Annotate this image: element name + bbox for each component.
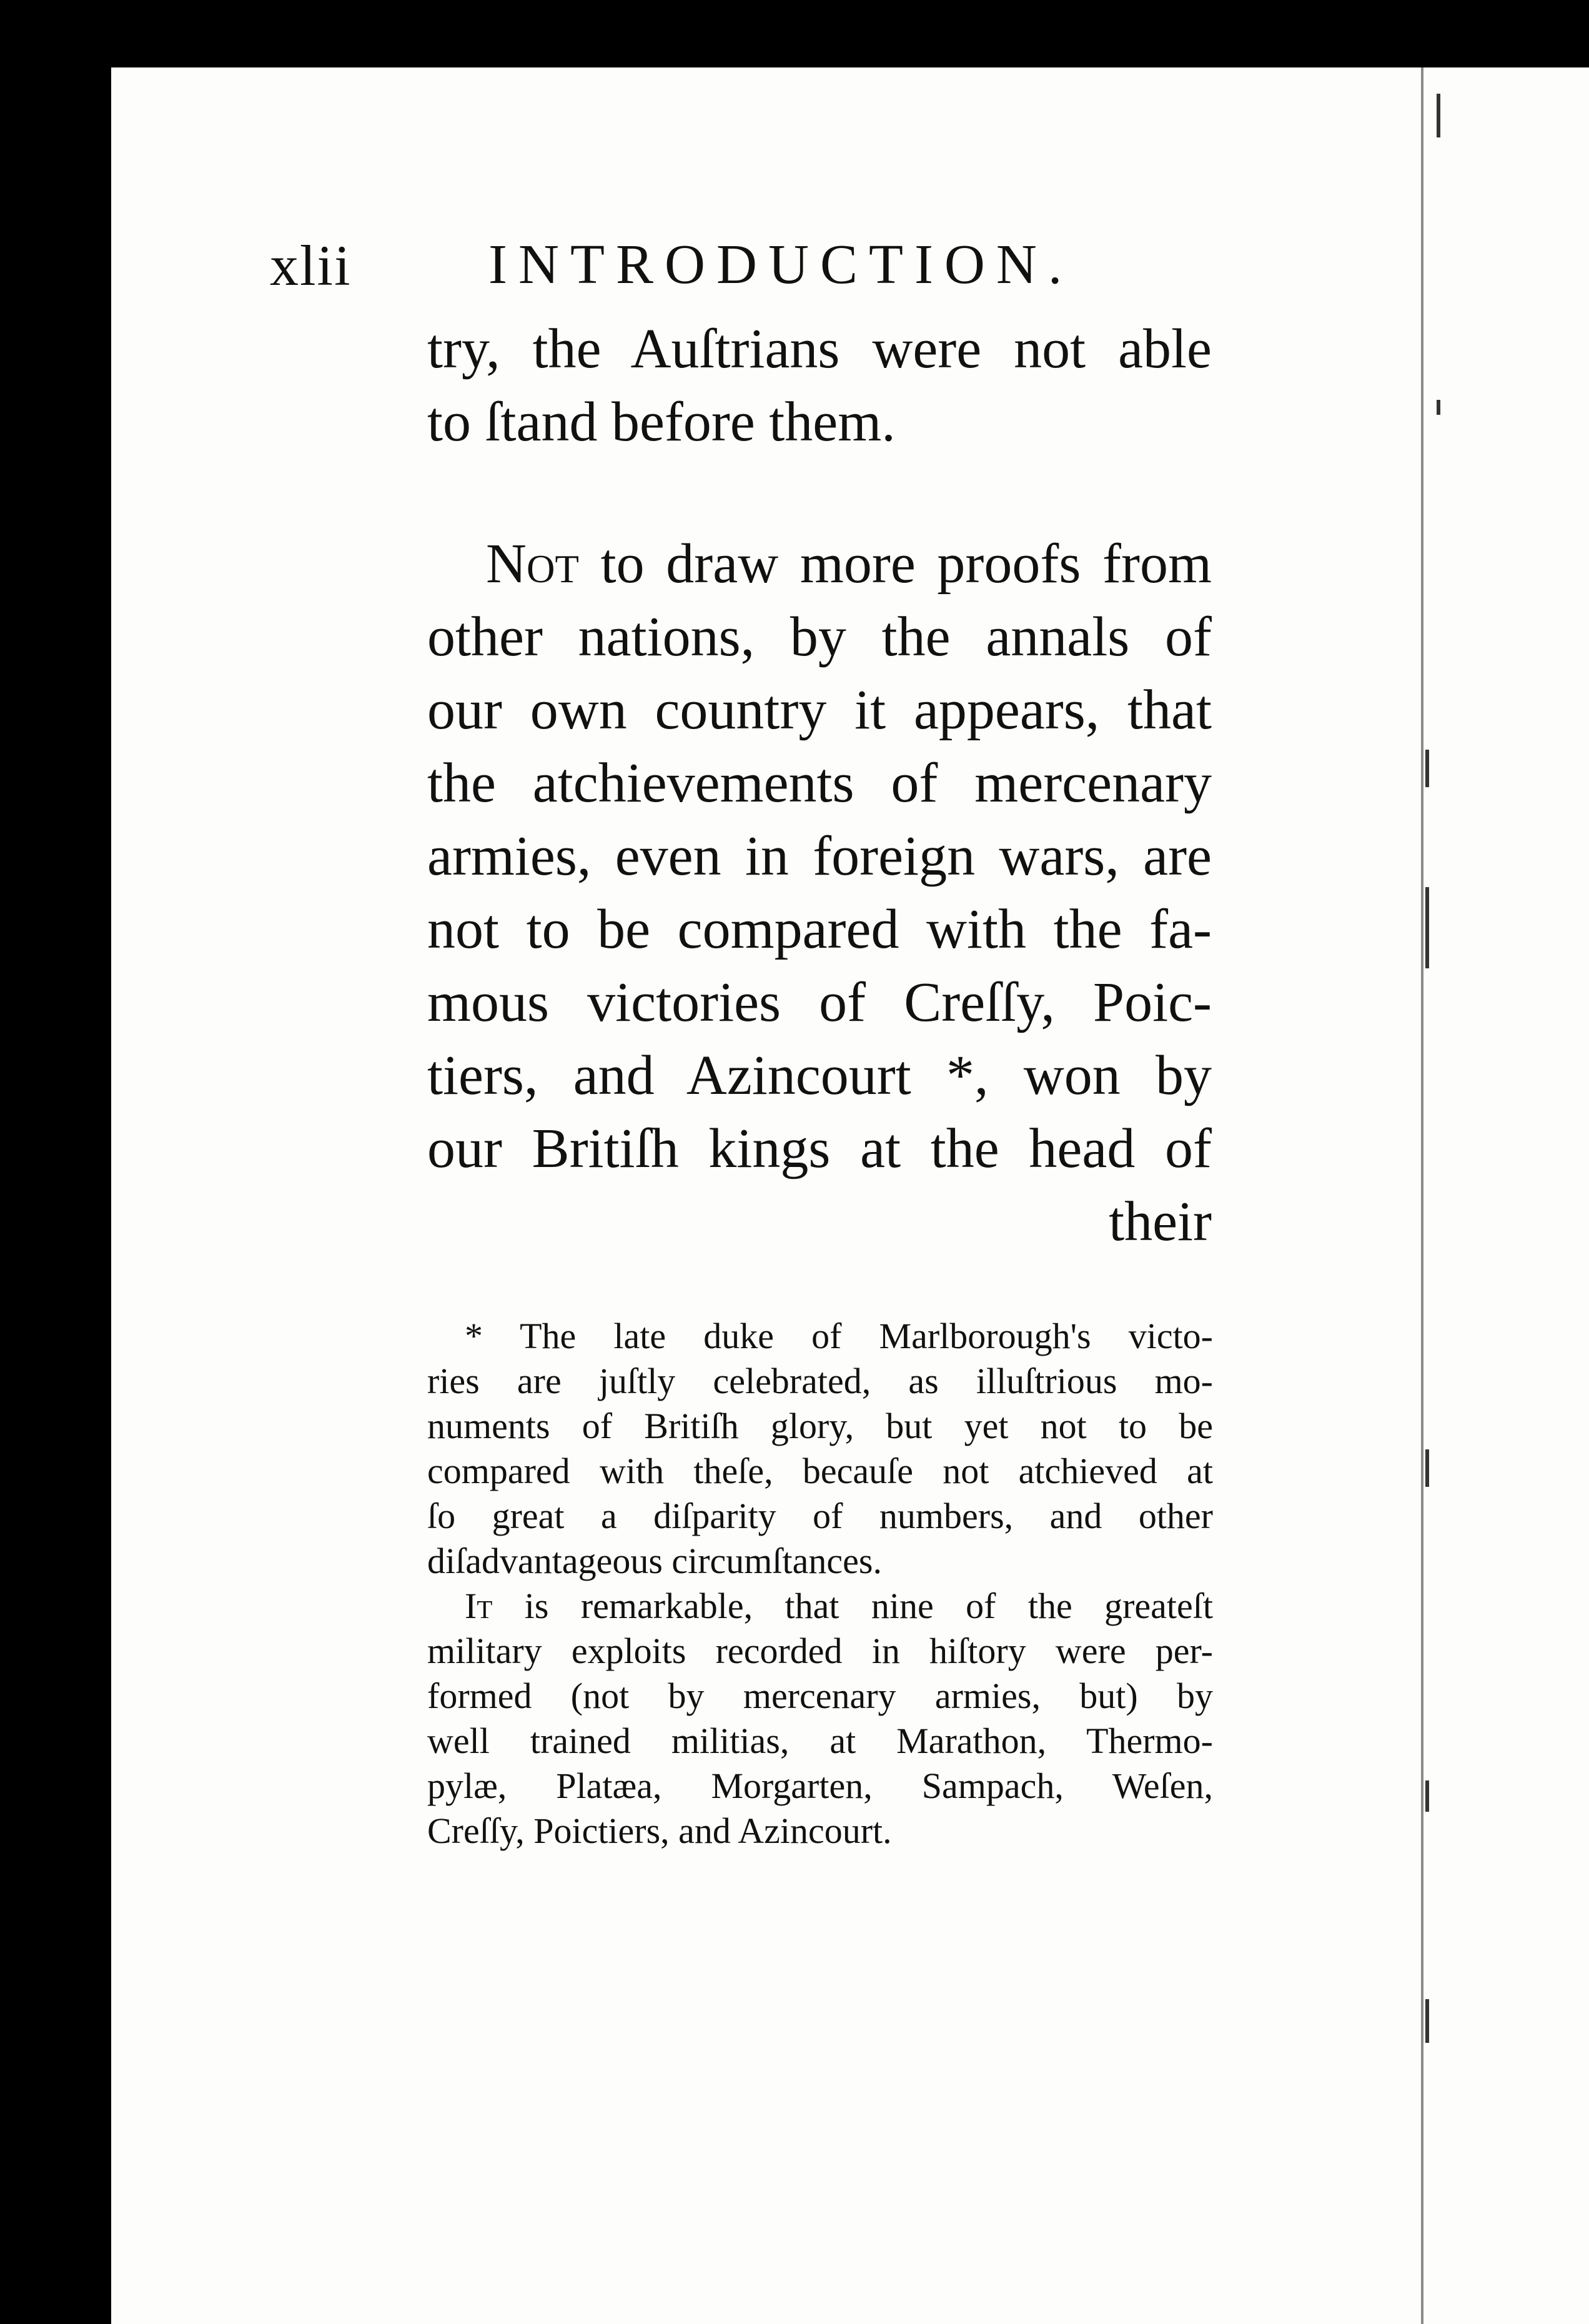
page-gutter — [1421, 67, 1423, 2324]
text-line: not to be compared with the fa- — [427, 898, 1212, 960]
text-line: mous victories of Creſſy, Poic- — [427, 971, 1212, 1033]
edge-mark — [1425, 750, 1429, 787]
text-line: our Britiſh kings at the head of — [427, 1118, 1212, 1179]
footnote-line — [427, 1584, 1213, 1629]
footnote-line: pylæ, Platæa, Morgarten, Sampach, Weſen, — [427, 1765, 1213, 1806]
footnote-line: Creſſy, Poictiers, and Azincourt. — [427, 1810, 892, 1851]
footnote-lead-word: It — [465, 1586, 493, 1626]
footnote-line: * The late duke of Marlborough's victo- — [465, 1316, 1213, 1356]
text-line: armies, even in foreign wars, are — [427, 825, 1212, 887]
footnote-line: numents of Britiſh glory, but yet not to be — [427, 1406, 1213, 1446]
running-title: INTRODUCTION. — [488, 234, 1074, 295]
text-line — [427, 527, 1212, 600]
edge-mark — [1437, 400, 1440, 415]
edge-mark — [1437, 94, 1440, 137]
paragraph-2 — [427, 527, 1212, 1185]
text-line: the atchievements of mercenary — [427, 752, 1212, 814]
text-line: to ſtand before them. — [427, 391, 896, 453]
text-line: try, the Auſtrians were not able — [427, 318, 1212, 380]
edge-mark — [1425, 1780, 1429, 1812]
footnote-line: ries are juſtly celebrated, as illuſtrious mo- — [427, 1361, 1213, 1401]
text-line: our own country it appears, that — [427, 679, 1212, 741]
footnotes — [427, 1314, 1213, 1854]
catchword: their — [1109, 1191, 1212, 1253]
text-line-rest: to draw more proofs from — [578, 533, 1212, 595]
edge-mark — [1425, 1999, 1429, 2043]
footnote-line-rest: is remarkable, that nine of the greateſt — [492, 1586, 1213, 1626]
footnote-line: well trained militias, at Marathon, Thermo- — [427, 1721, 1213, 1761]
page-header — [0, 232, 1589, 301]
edge-mark — [1425, 1449, 1429, 1487]
page-number: xlii — [270, 234, 352, 297]
footnote-1 — [427, 1314, 1213, 1584]
footnote-line: military exploits recorded in hiſtory were per- — [427, 1631, 1213, 1671]
text-line: other nations, by the annals of — [427, 606, 1212, 668]
footnote-line: diſadvantageous circumſtances. — [427, 1541, 882, 1581]
edge-mark — [1425, 887, 1429, 968]
footnote-2 — [427, 1584, 1213, 1854]
paragraph-1 — [427, 312, 1212, 459]
paragraph-lead-word: Not — [486, 533, 579, 595]
footnote-line: formed (not by mercenary armies, but) by — [427, 1676, 1213, 1716]
footnote-line: compared with theſe, becauſe not atchieved at — [427, 1451, 1213, 1491]
footnote-line: ſo great a diſparity of numbers, and other — [427, 1496, 1213, 1536]
text-line: tiers, and Azincourt *, won by — [427, 1045, 1212, 1106]
body-text — [427, 312, 1212, 1258]
